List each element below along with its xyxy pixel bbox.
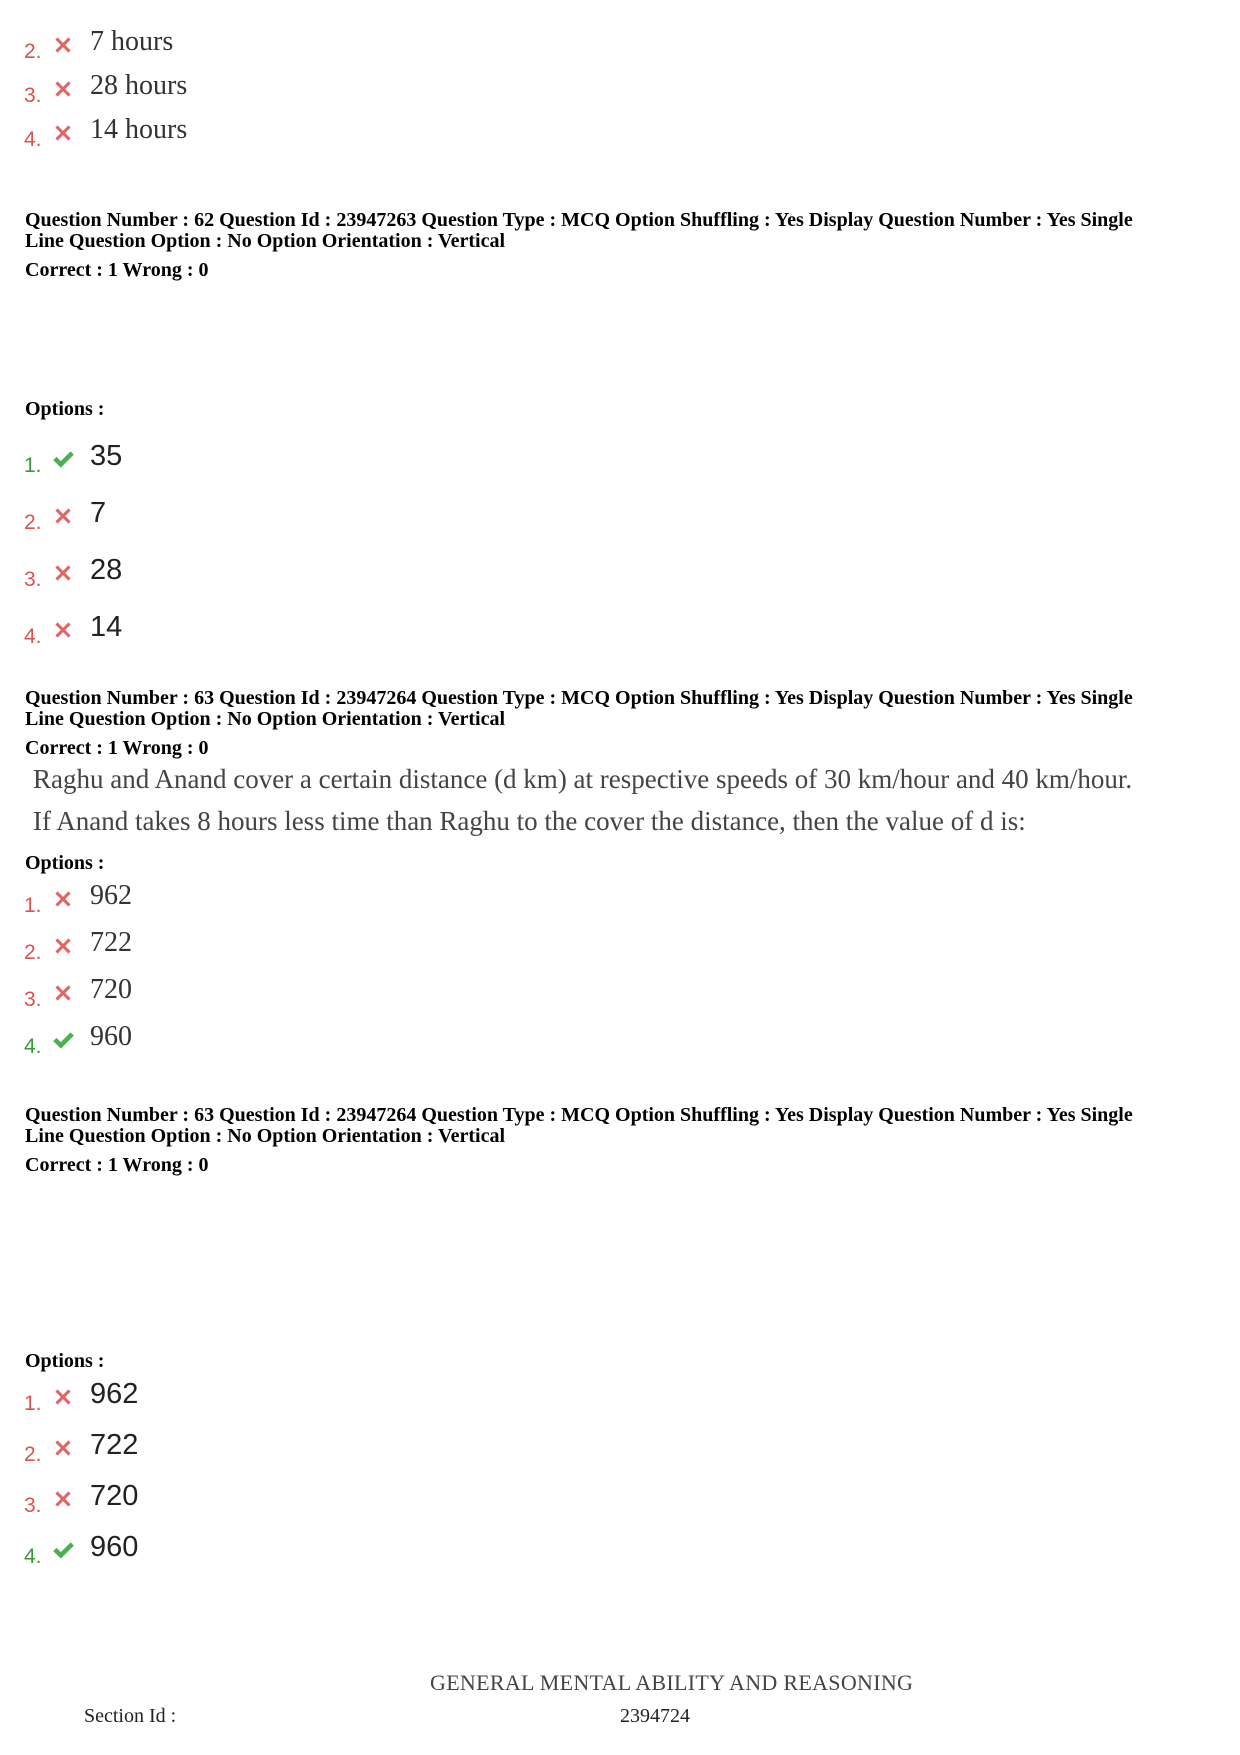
question-meta bbox=[25, 688, 1225, 730]
correct-wrong: Correct : 1 Wrong : 0 bbox=[25, 1154, 209, 1176]
option-text: 720 bbox=[90, 1480, 139, 1512]
question-meta bbox=[25, 1105, 1225, 1147]
option-number: 4. bbox=[24, 128, 42, 151]
option-number: 4. bbox=[24, 625, 42, 648]
cross-mark-icon bbox=[50, 120, 76, 146]
cross-mark-icon bbox=[50, 32, 76, 58]
option-text: 14 bbox=[90, 611, 123, 643]
option-number: 3. bbox=[24, 988, 42, 1011]
section-id-label: Section Id : bbox=[84, 1705, 177, 1727]
option-text: 28 bbox=[90, 554, 123, 586]
option-text: 962 bbox=[90, 1378, 139, 1410]
option-text: 720 bbox=[90, 974, 132, 1005]
cross-mark-icon bbox=[50, 886, 76, 912]
question-text-hindi bbox=[26, 1184, 1046, 1334]
cross-mark-icon bbox=[50, 1435, 76, 1461]
meta-line-1: Question Number : 63 Question Id : 23947264 Question Type : MCQ Option Shuffling : Yes Display Question Number : Yes Single bbox=[25, 687, 1133, 709]
option-text: 722 bbox=[90, 1429, 139, 1461]
option-number: 2. bbox=[24, 1443, 42, 1466]
option-text: 7 bbox=[90, 497, 107, 529]
option-number: 3. bbox=[24, 568, 42, 591]
option-number: 1. bbox=[24, 894, 42, 917]
cross-mark-icon bbox=[50, 76, 76, 102]
option-number: 2. bbox=[24, 511, 42, 534]
cross-mark-icon bbox=[50, 980, 76, 1006]
check-mark-icon bbox=[50, 1537, 76, 1563]
options-label: Options : bbox=[25, 852, 105, 874]
check-mark-icon bbox=[50, 1027, 76, 1053]
section-title: GENERAL MENTAL ABILITY AND REASONING bbox=[430, 1670, 914, 1695]
option-number: 3. bbox=[24, 1494, 42, 1517]
option-number: 4. bbox=[24, 1545, 42, 1568]
meta-line-2: Line Question Option : No Option Orientation : Vertical bbox=[25, 1125, 506, 1147]
option-text: 35 bbox=[90, 440, 123, 472]
option-text: 962 bbox=[90, 880, 132, 911]
option-text: 960 bbox=[90, 1021, 132, 1052]
cross-mark-icon bbox=[50, 560, 76, 586]
option-text: 960 bbox=[90, 1531, 139, 1563]
options-label: Options : bbox=[25, 1350, 105, 1372]
correct-wrong: Correct : 1 Wrong : 0 bbox=[25, 259, 209, 281]
meta-line-1: Question Number : 62 Question Id : 23947263 Question Type : MCQ Option Shuffling : Yes Display Question Number : Yes Single bbox=[25, 209, 1133, 231]
question-meta bbox=[25, 210, 1225, 252]
cross-mark-icon bbox=[50, 1384, 76, 1410]
correct-wrong: Correct : 1 Wrong : 0 bbox=[25, 737, 209, 759]
option-number: 2. bbox=[24, 40, 42, 63]
cross-mark-icon bbox=[50, 503, 76, 529]
option-number: 4. bbox=[24, 1035, 42, 1058]
option-text: 14 hours bbox=[90, 114, 188, 145]
section-id-value: 2394724 bbox=[620, 1705, 690, 1727]
cross-mark-icon bbox=[50, 933, 76, 959]
options-label: Options : bbox=[25, 398, 105, 420]
question-text-line-1: Raghu and Anand cover a certain distance (d km) at respective speeds of 30 km/hour and 40 km/hour. bbox=[33, 764, 1133, 794]
option-text: 7 hours bbox=[90, 26, 174, 57]
question-text-hindi bbox=[26, 290, 1036, 380]
cross-mark-icon bbox=[50, 1486, 76, 1512]
option-number: 3. bbox=[24, 84, 42, 107]
option-text: 722 bbox=[90, 927, 132, 958]
option-text: 28 hours bbox=[90, 70, 188, 101]
check-mark-icon bbox=[50, 446, 76, 472]
meta-line-2: Line Question Option : No Option Orientation : Vertical bbox=[25, 230, 506, 252]
option-number: 1. bbox=[24, 1392, 42, 1415]
meta-line-2: Line Question Option : No Option Orientation : Vertical bbox=[25, 708, 506, 730]
question-text-line-2: If Anand takes 8 hours less time than Raghu to the cover the distance, then the value of d is: bbox=[33, 806, 1026, 836]
option-number: 2. bbox=[24, 941, 42, 964]
option-number: 1. bbox=[24, 454, 42, 477]
meta-line-1: Question Number : 63 Question Id : 23947264 Question Type : MCQ Option Shuffling : Yes Display Question Number : Yes Single bbox=[25, 1104, 1133, 1126]
cross-mark-icon bbox=[50, 617, 76, 643]
